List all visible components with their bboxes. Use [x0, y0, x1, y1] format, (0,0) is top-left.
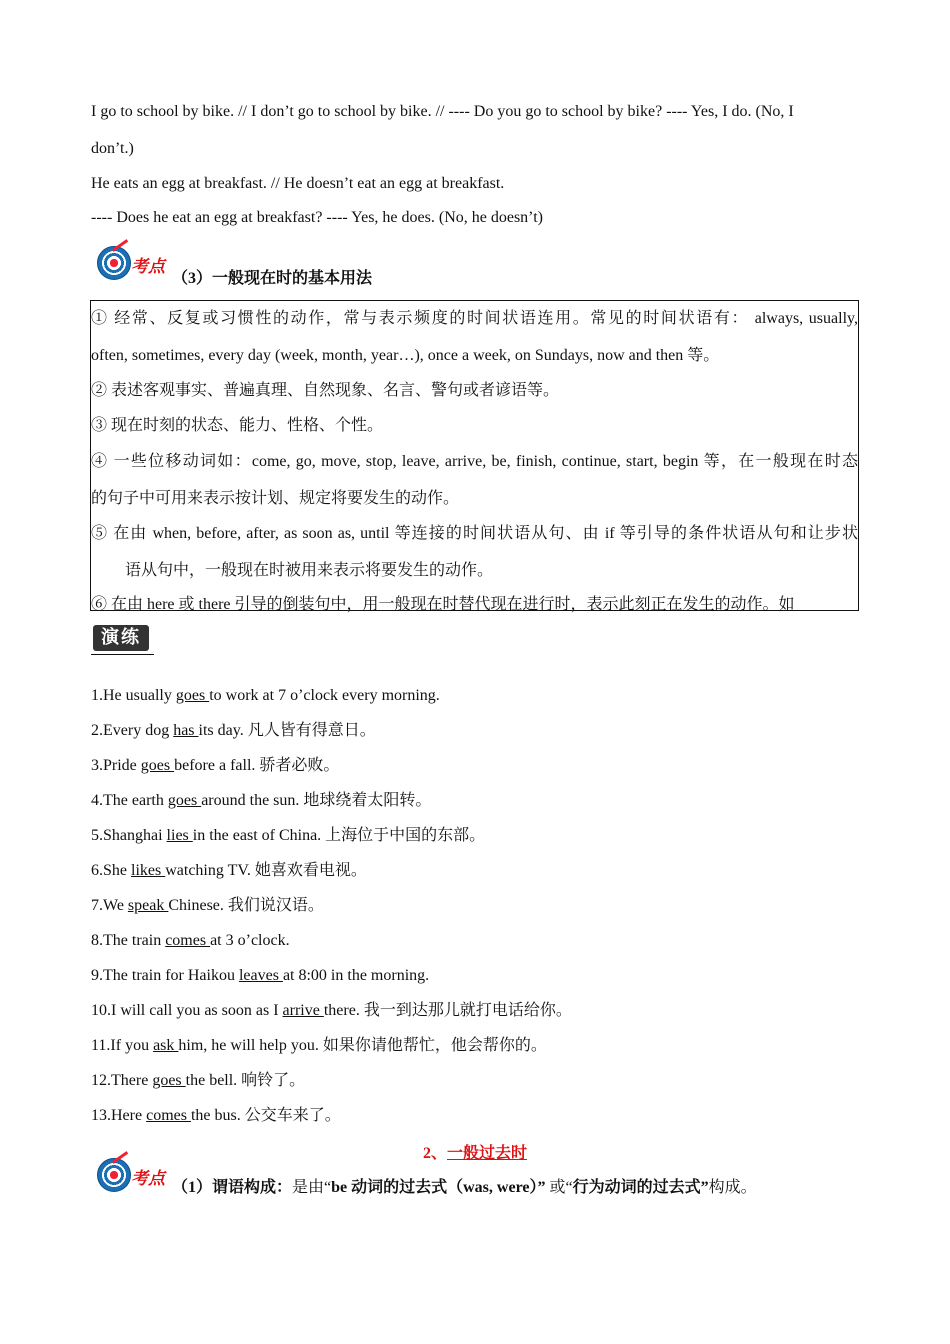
exercise-answer: lies: [166, 827, 193, 844]
past-heading-part5: 行为动词的过去式”: [572, 1179, 709, 1196]
past-heading-part3: be 动词的过去式（was, were）”: [331, 1179, 546, 1196]
exercise-item: [91, 721, 376, 741]
exercise-item: [91, 861, 367, 881]
exercise-item: [91, 1106, 341, 1126]
usage-item-2: ② 表述客观事实、普遍真理、自然现象、名言、警句或者谚语等。: [91, 382, 560, 399]
usage-item-1b: often, sometimes, every day (week, month, year…), once a week, on Sundays, now and then 等。: [91, 347, 720, 364]
exercise-text: 11.If you: [91, 1037, 154, 1054]
exercise-item: [91, 686, 440, 706]
section-2-number: 2、: [422, 1145, 447, 1162]
usage-item-5b: 语从句中，一般现在时被用来表示将要发生的动作。: [125, 562, 494, 579]
exercise-answer: comes: [146, 1107, 191, 1124]
past-heading-part4: 或“: [545, 1179, 573, 1196]
exercise-text: him, he will help you. 如果你请他帮忙，他会帮你的。: [178, 1037, 547, 1054]
exercise-text: 7.We: [91, 897, 128, 914]
exercise-item: [91, 791, 431, 811]
exercise-text: 5.Shanghai: [91, 827, 167, 844]
usage-item-4a: ④ 一些位移动词如：come, go, move, stop, leave, arrive, be, finish, continue, start, begin 等，在一般现在时态: [91, 453, 858, 470]
exercise-text: the bus. 公交车来了。: [190, 1107, 341, 1124]
intro-line-2: don’t.): [91, 140, 134, 157]
exercise-item: [91, 1001, 572, 1021]
exercise-text: to work at 7 o’clock every morning.: [209, 687, 440, 704]
exercise-text: 2.Every dog: [91, 722, 174, 739]
exercise-answer: comes: [165, 932, 211, 949]
exercise-text: at 3 o’clock.: [210, 932, 290, 949]
exercise-text: 6.She: [91, 862, 131, 879]
exercise-answer: likes: [131, 862, 166, 879]
exercise-answer: goes: [140, 757, 175, 774]
exercise-answer: arrive: [282, 1002, 324, 1019]
usage-item-3: ③ 现在时刻的状态、能力、性格、个性。: [91, 417, 384, 434]
past-heading-part2: 是由“: [292, 1179, 332, 1196]
exercise-text: 3.Pride: [91, 757, 141, 774]
exercise-text: 8.The train: [91, 932, 166, 949]
exercise-answer: has: [173, 722, 199, 739]
key-point-badge: [97, 244, 169, 284]
exercise-text: its day. 凡人皆有得意日。: [198, 722, 376, 739]
intro-line-3: He eats an egg at breakfast. // He doesn’t eat an egg at breakfast.: [91, 175, 505, 192]
exercise-text: 4.The earth: [91, 792, 168, 809]
exercise-text: 10.I will call you as soon as I: [91, 1002, 283, 1019]
exercise-text: at 8:00 in the morning.: [282, 967, 430, 984]
exercise-text: there. 我一到达那儿就打电话给你。: [323, 1002, 572, 1019]
past-heading-part6: 构成。: [708, 1179, 757, 1196]
section-3-heading: （3）一般现在时的基本用法: [172, 270, 373, 287]
practice-badge: [91, 624, 154, 655]
usage-item-4b: 的句子中可用来表示按计划、规定将要发生的动作。: [91, 490, 460, 507]
exercise-answer: goes: [167, 792, 202, 809]
past-tense-heading: [172, 1174, 757, 1197]
exercise-answer: speak: [127, 897, 169, 914]
usage-item-1a: ① 经常、反复或习惯性的动作，常与表示频度的时间状语连用。常见的时间状语有： always, usually,: [91, 310, 858, 327]
section-2-name: 一般过去时: [447, 1145, 528, 1162]
exercise-text: the bell. 响铃了。: [185, 1072, 306, 1089]
exercise-answer: leaves: [238, 967, 283, 984]
intro-line-1: I go to school by bike. // I don’t go to school by bike. // ---- Do you go to school by bike? ---- Yes, I do. (No, I: [91, 103, 794, 120]
usage-box: [90, 300, 859, 611]
exercise-item: [91, 1071, 305, 1091]
exercise-answer: goes: [152, 1072, 186, 1089]
exercise-item: [91, 966, 429, 986]
key-point-label-2: 考点: [131, 1169, 165, 1189]
exercise-answer: goes: [175, 687, 210, 704]
exercise-text: Chinese. 我们说汉语。: [168, 897, 324, 914]
exercise-text: 9.The train for Haikou: [91, 967, 239, 984]
practice-label: 演练: [93, 625, 149, 651]
exercise-item: [91, 1036, 547, 1056]
exercise-text: 12.There: [91, 1072, 153, 1089]
exercise-item: [91, 896, 324, 916]
intro-line-4: ---- Does he eat an egg at breakfast? ---- Yes, he does. (No, he doesn’t): [91, 209, 543, 226]
exercise-text: around the sun. 地球绕着太阳转。: [201, 792, 432, 809]
exercise-text: 1.He usually: [91, 687, 176, 704]
key-point-badge-2: [97, 1156, 169, 1196]
exercise-item: [91, 756, 339, 776]
usage-item-5a: ⑤ 在由 when, before, after, as soon as, until 等连接的时间状语从句、由 if 等引导的条件状语从句和让步状: [91, 525, 858, 542]
exercise-text: before a fall. 骄者必败。: [174, 757, 340, 774]
exercise-text: 13.Here: [91, 1107, 147, 1124]
past-heading-part1: （1）谓语构成：: [172, 1179, 293, 1196]
exercise-item: [91, 826, 485, 846]
exercise-text: watching TV. 她喜欢看电视。: [165, 862, 367, 879]
usage-item-6: ⑥ 在由 here 或 there 引导的倒装句中，用一般现在时替代现在进行时，表示此刻正在发生的动作。如: [91, 596, 795, 613]
exercise-item: [91, 931, 290, 951]
exercise-answer: ask: [153, 1037, 179, 1054]
key-point-label: 考点: [131, 257, 165, 277]
exercise-text: in the east of China. 上海位于中国的东部。: [192, 827, 486, 844]
